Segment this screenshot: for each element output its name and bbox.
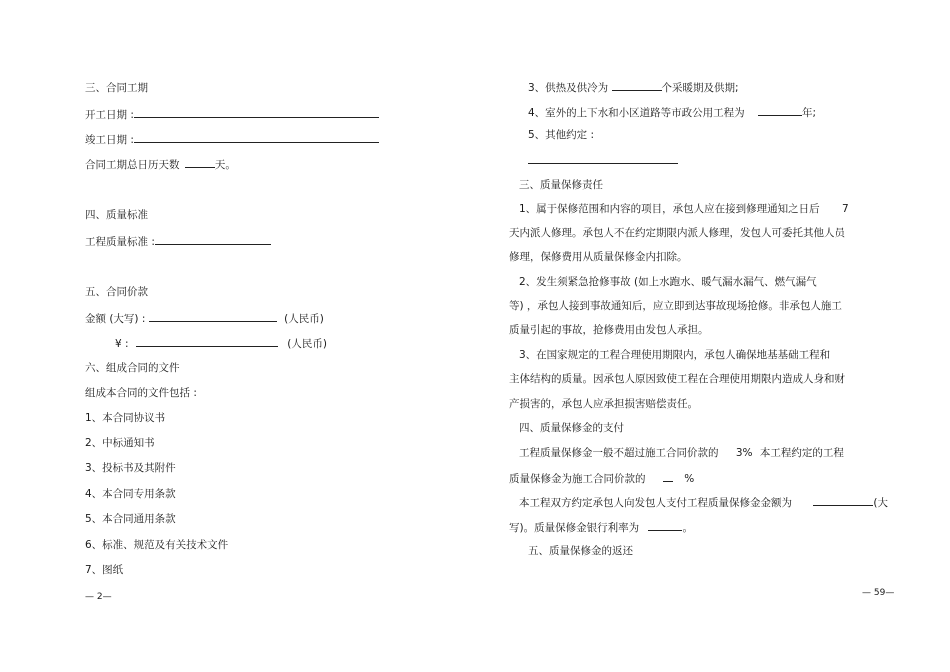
rmb-label-2: (人民币) (287, 338, 327, 350)
para-2-line-1: 2、发生须紧急抢修事故 (如上水跑水、暖气漏水漏气、燃气漏气 (519, 276, 817, 288)
item-3-suffix: 个采暖期及供期; (661, 82, 739, 94)
municipal-years-blank[interactable] (758, 104, 802, 116)
start-date-blank[interactable] (134, 106, 379, 118)
page-number-right: — 59— (862, 588, 895, 598)
para-1-line-1 (519, 202, 849, 216)
para-3-line-2: 主体结构的质量。因承包人原因致使工程在合理使用期限内造成人身和财 (509, 373, 845, 385)
end-date-blank[interactable] (134, 131, 379, 143)
para-5-text-a: 本工程双方约定承包人向发包人支付工程质量保修金金额为 (519, 497, 792, 509)
total-days-suffix: 天。 (214, 159, 236, 171)
amount-figures-row (115, 335, 327, 351)
para-2-line-3: 质量引起的事故，抢修费用由发包人承担。 (509, 324, 709, 336)
doc-list-item: 5、本合同通用条款 (85, 513, 176, 525)
interest-rate-blank[interactable] (648, 519, 682, 531)
amount-words-row (85, 310, 324, 326)
para-1-line-2: 天内派人修理。承包人不在约定期限内派人修理，发包人可委托其他人员 (509, 227, 845, 239)
para-4-text-a: 工程质量保修金一般不超过施工合同价款的 (519, 447, 719, 459)
item-5-label: 5、其他约定 : (528, 129, 595, 141)
para-3-line-3: 产损害的，承包人应承担损害赔偿责任。 (509, 398, 698, 410)
quality-label: 工程质量标准 : (85, 236, 155, 248)
amount-words-blank[interactable] (149, 310, 277, 322)
start-date-label: 开工日期 : (85, 109, 134, 121)
total-days-row (85, 156, 236, 172)
page-number-left: — 2— (85, 592, 112, 602)
para-5-period: 。 (682, 522, 693, 534)
end-date-label: 竣工日期 : (85, 134, 134, 146)
quality-row (85, 233, 271, 249)
doc-list-item: 1、本合同协议书 (85, 412, 166, 424)
para-5-line-1 (519, 494, 888, 510)
para-1-text: 1、属于保修范围和内容的项目，承包人应在接到修理通知之日后 (519, 203, 820, 215)
start-date-row (85, 106, 379, 122)
item-4-prefix: 4、室外的上下水和小区道路等市政公用工程为 (528, 107, 745, 119)
item-4-suffix: 年; (802, 107, 817, 119)
section-5-title: 五、合同价款 (85, 286, 148, 298)
percent-sign: % (684, 473, 695, 485)
item-3-row (528, 79, 739, 95)
repair-days-value: 7 (842, 203, 849, 215)
deposit-max-percent: 3% (735, 447, 753, 459)
para-1-line-3: 修理，保修费用从质量保修金内扣除。 (509, 251, 688, 263)
doc-list-item: 6、标准、规范及有关技术文件 (85, 539, 229, 551)
amount-figures-blank[interactable] (136, 335, 278, 347)
para-2-line-2: 等) ，承包人接到事故通知后，应立即到达事故现场抢修。非承包人施工 (509, 300, 842, 312)
other-terms-blank[interactable] (528, 163, 678, 164)
heating-periods-blank[interactable] (612, 79, 662, 91)
para-3-line-1: 3、在国家规定的工程合理使用期限内，承包人确保地基基础工程和 (519, 349, 831, 361)
deposit-amount-blank[interactable] (813, 494, 873, 506)
item-4-row (528, 104, 816, 120)
para-5-text-c: 写)。质量保修金银行利率为 (509, 522, 640, 534)
section-3-warranty-title: 三、质量保修责任 (519, 179, 603, 191)
section-5-return-title: 五、质量保修金的返还 (528, 545, 633, 557)
section-6-title: 六、组成合同的文件 (85, 362, 180, 374)
deposit-percent-blank[interactable] (663, 470, 673, 482)
section-3-title: 三、合同工期 (85, 82, 148, 94)
yen-label: ¥ : (115, 338, 129, 350)
doc-list-item: 4、本合同专用条款 (85, 488, 176, 500)
section-4-title: 四、质量标准 (85, 209, 148, 221)
quality-blank[interactable] (155, 233, 271, 245)
para-4-line-2 (509, 470, 694, 486)
section-4-deposit-title: 四、质量保修金的支付 (519, 422, 624, 434)
doc-list-item: 7、图纸 (85, 564, 124, 576)
end-date-row (85, 131, 379, 147)
doc-list-item: 3、投标书及其附件 (85, 462, 176, 474)
doc-list-item: 2、中标通知书 (85, 437, 155, 449)
amount-words-label: 金额 (大写) : (85, 313, 146, 325)
item-3-prefix: 3、供热及供冷为 (528, 82, 609, 94)
para-5-line-2 (509, 519, 693, 535)
rmb-label-1: (人民币) (284, 313, 324, 325)
para-5-text-b: (大 (873, 497, 888, 509)
total-days-prefix: 合同工期总日历天数 (85, 159, 180, 171)
docs-intro: 组成本合同的文件包括 : (85, 387, 197, 399)
para-4-text-b: 本工程约定的工程 (759, 447, 844, 459)
para-4-line-1 (519, 446, 844, 460)
total-days-blank[interactable] (185, 156, 215, 168)
para-4-text-c: 质量保修金为施工合同价款的 (509, 473, 646, 485)
